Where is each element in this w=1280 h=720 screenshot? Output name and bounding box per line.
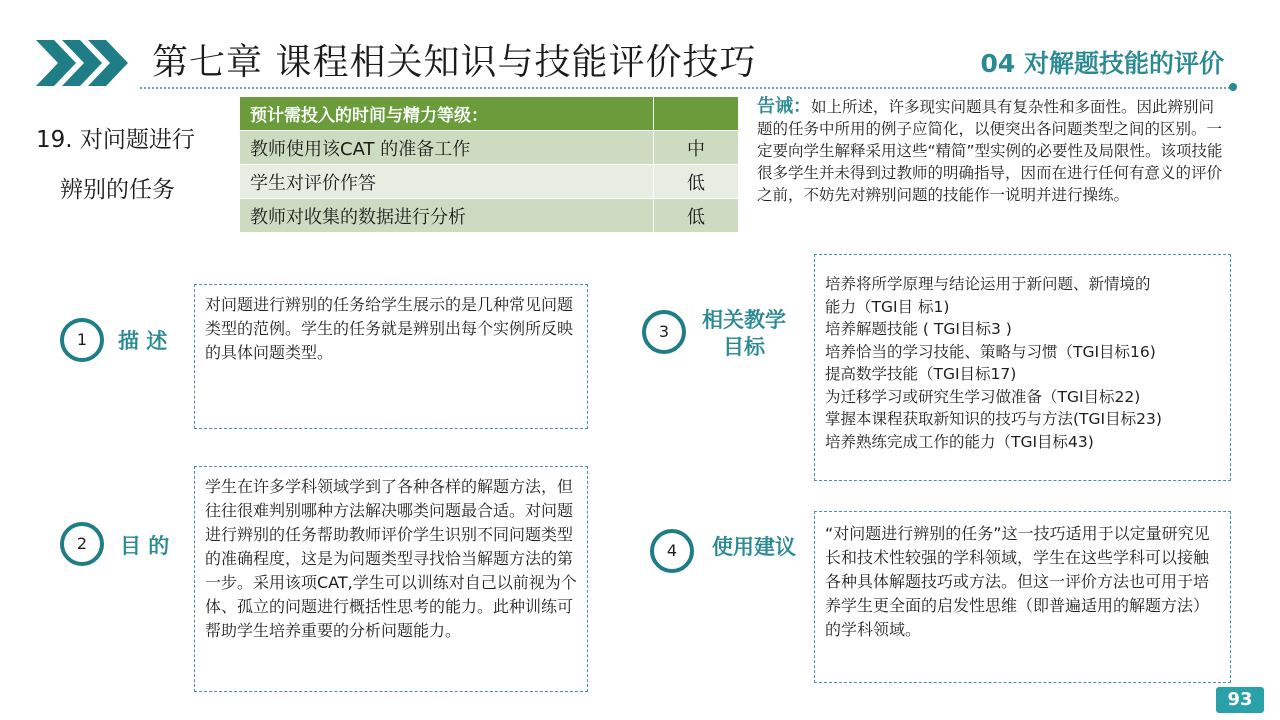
goal-item: 培养将所学原理与结论运用于新问题、新情境的 — [825, 275, 1151, 293]
goal-item: 提高数学技能（TGI目标17) — [825, 365, 1017, 383]
warning-paragraph — [757, 96, 1229, 206]
goal-item: 培养熟练完成工作的能力（TGI目标43) — [825, 432, 1094, 451]
item-label-purpose: 目 的 — [120, 534, 170, 558]
goal-item: 能力（TGI目 标1) — [825, 297, 950, 316]
item-label-goals — [702, 307, 786, 361]
section-title-line2: 辨别的任务 — [60, 177, 175, 203]
item-label-suggestion: 使用建议 — [712, 535, 796, 559]
goal-item: 培养恰当的学习技能、策略与习惯（TGI目标16) — [825, 342, 1156, 361]
page-number: 93 — [1216, 687, 1264, 713]
item-number-1: 1 — [60, 318, 104, 362]
table-row — [240, 131, 739, 165]
table-cell-level: 低 — [654, 165, 739, 199]
item-number-3: 3 — [642, 310, 686, 354]
section-subtitle: 04 对解题技能的评价 — [980, 49, 1224, 78]
header-divider — [140, 87, 1230, 89]
usage-suggestion-box: “对问题进行辨别的任务”这一技巧适用于以定量研究见长和技术性较强的学科领域，学生在这些学科可以接触各种具体解题技巧或方法。但这一评价方法也可用于培养学生更全面的启发性思维（即普遍适用的解题方法）的学科领域。 — [814, 511, 1231, 683]
divider-dot — [1229, 83, 1237, 91]
item-number-4: 4 — [650, 529, 694, 573]
table-header-blank — [654, 97, 739, 131]
teaching-goals-box — [814, 254, 1231, 481]
chevron-right-icon — [88, 40, 128, 86]
table-cell-level: 低 — [654, 199, 739, 233]
section-title-line1: 19. 对问题进行 — [36, 127, 195, 153]
warning-label: 告诫： — [757, 96, 811, 117]
item-label-goals-line1: 相关教学 — [702, 308, 786, 332]
effort-level-table — [239, 96, 739, 233]
table-cell-item: 学生对评价作答 — [240, 165, 654, 199]
table-cell-item: 教师使用该CAT 的准备工作 — [240, 131, 654, 165]
item-number-2: 2 — [60, 522, 104, 566]
page-title: 第七章 课程相关知识与技能评价技巧 — [152, 42, 757, 83]
warning-text: 如上所述，许多现实问题具有复杂性和多面性。因此辨别问题的任务中所用的例子应简化，以便突出各问题类型之间的区别。一定要向学生解释采用这些“精简”型实例的必要性及局限性。该项技能很多学生并未得到过教师的明确指导，因而在进行任何有意义的评价之前，不妨先对辨别问题的技能作一说明并进行操练。 — [757, 98, 1223, 204]
table-cell-item: 教师对收集的数据进行分析 — [240, 199, 654, 233]
table-row — [240, 165, 739, 199]
description-box: 对问题进行辨别的任务给学生展示的是几种常见问题类型的范例。学生的任务就是辨别出每个实例所反映的具体问题类型。 — [194, 284, 588, 429]
table-header: 预计需投入的时间与精力等级： — [240, 97, 654, 131]
table-cell-level: 中 — [654, 131, 739, 165]
purpose-box: 学生在许多学科领域学到了各种各样的解题方法，但往往很难判别哪种方法解决哪类问题最合适。对问题进行辨别的任务帮助教师评价学生识别不同问题类型的准确程度，这是为问题类型寻找恰当解题方法的第一步。采用该项CAT,学生可以训练对自己以前视为个体、孤立的问题进行概括性思考的能力。此种训练可帮助学生培养重要的分析问题能力。 — [194, 466, 588, 692]
item-label-goals-line2: 目标 — [723, 335, 765, 359]
item-label-describe: 描 述 — [118, 329, 168, 353]
goal-item: 掌握本课程获取新知识的技巧与方法(TGI目标23) — [825, 410, 1162, 428]
table-row — [240, 199, 739, 233]
table-header-row — [240, 97, 739, 131]
goal-item: 培养解题技能 ( TGI目标3 ) — [825, 320, 1012, 338]
goal-item: 为迁移学习或研究生学习做准备（TGI目标22) — [825, 387, 1141, 406]
